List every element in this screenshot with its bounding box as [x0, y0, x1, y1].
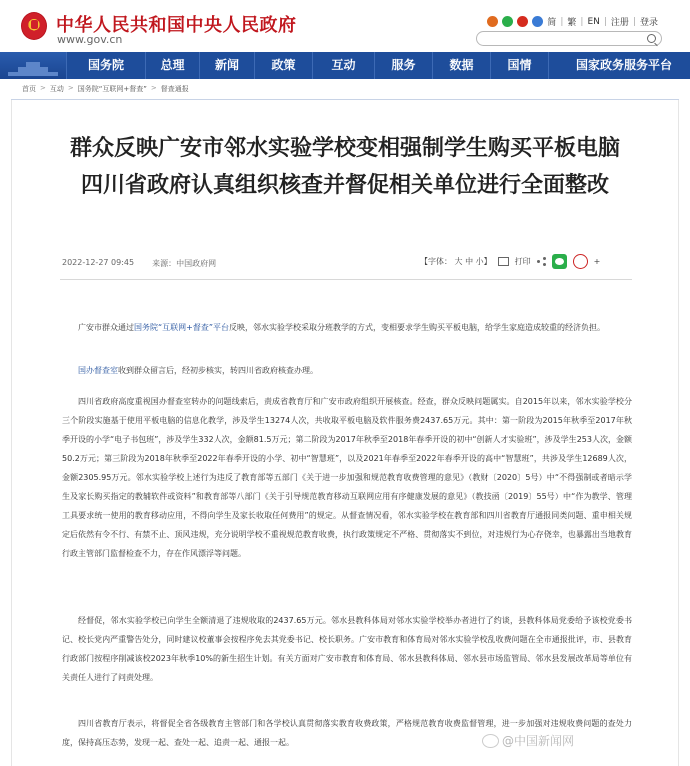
- chevron-right-icon: >: [40, 84, 46, 92]
- weibo-logo-icon: [482, 734, 499, 748]
- print-button[interactable]: 打印: [514, 257, 531, 266]
- search-input[interactable]: [476, 31, 662, 46]
- divider: [60, 279, 632, 280]
- divider: |: [560, 16, 564, 27]
- article-date: 2022-12-27 09:45: [62, 258, 135, 267]
- source-value: 中国政府网: [176, 259, 217, 268]
- article-source: [152, 258, 216, 269]
- watermark-text: @中国新闻网: [502, 734, 575, 748]
- article-meta: [62, 258, 216, 269]
- article-paragraph-3: 四川省政府高度重视国办督查室转办的问题线索后，责成省教育厅和广安市政府组织开展核查。经查，群众反映问题属实。自2015年以来，邻水实验学校分三个阶段实施基于使用平板电脑的信息化教学，涉及学生13274人次，共收取平板电脑及软件服务费2437.65万元。其中：第一阶段为2015年秋季至2017年秋季开设的小学“电子书包班”，涉及学生332人次，金额81.5万元；第二阶段为2017年秋季至2018年春季开设的初中“创新人才实验班”，涉及学生253人次，金额50.2万元；第三阶段为2018年秋季至2022年春季开设的小学、初中“智慧班”，以及2021年春季至2022年春季开设的高中“智慧班”，共涉及学生12689人次，金额2305.95万元。邻水实验学校上述行为违反了教育部等五部门《关于进一步加强和规范教育收费管理的意见》（教财〔2020〕5号）中“不得强制或者暗示学生及家长购买指定的教辅软件或资料”和教育部等八部门《关于引导规范教育移动互联网应用有序健康发展的意见》（教技函〔2019〕55号）中“作为教学、管理工具要求统一使用的教育移动应用，不得向学生及家长收取任何费用”的规定。从督查情况看，邻水实验学校在教育部和四川省教育厅通报同类问题、重申相关规定后依然有令不行、有禁不止、顶风违规，充分说明学校不重视规范教育收费，执行政策规定不严格、贯彻落实不到位，对违规行为心存侥幸，也暴露出当地教育行政主管部门监督检查不力，存在作风漂浮等问题。: [62, 397, 632, 558]
- rss-icon[interactable]: [487, 16, 498, 27]
- font-size-control: [420, 256, 492, 267]
- weibo-icon[interactable]: [517, 16, 528, 27]
- article-tools: [420, 254, 600, 269]
- font-size-close: 】: [483, 257, 492, 266]
- divider: |: [632, 16, 636, 27]
- supervision-office-link[interactable]: 国办督查室: [78, 366, 118, 375]
- nav-item-news[interactable]: 新闻: [199, 52, 254, 79]
- font-size-medium[interactable]: 中: [465, 257, 474, 266]
- article-paragraph-4: 经督促，邻水实验学校已向学生全额清退了违规收取的2437.65万元。邻水县教科体局对邻水实验学校举办者进行了约谈，县教科体局党委给予该校党委书记、校长党内严重警告处分，同时建议校董事会按程序免去其党委书记、校长职务。广安市教育和体育局对邻水实验学校乱收费问题在全市通报批评，市、县教育行政部门按程序削减该校2023年秋季10%的新生招生计划。有关方面对广安市教育和体育局、邻水县教科体局、邻水县市场监管局、邻水县发展改革局等单位有关责任人进行了问责处理。: [62, 616, 632, 682]
- printer-icon[interactable]: [498, 257, 509, 266]
- main-nav: [0, 52, 690, 79]
- platform-link[interactable]: 国务院“互联网+督查”平台: [134, 323, 229, 332]
- chevron-right-icon: >: [67, 84, 74, 92]
- link-register[interactable]: 注册: [610, 18, 629, 28]
- link-english[interactable]: EN: [587, 16, 600, 27]
- more-share-icon[interactable]: +: [593, 257, 601, 266]
- watermark: [482, 732, 574, 749]
- nav-item-national[interactable]: 国情: [490, 52, 548, 79]
- nav-item-policy[interactable]: 政策: [254, 52, 312, 79]
- nav-item-service[interactable]: 服务: [374, 52, 432, 79]
- article-title: 群众反映广安市邻水实验学校变相强制学生购买平板电脑 四川省政府认真组织核查并督促相关单位进行全面整改: [69, 136, 620, 198]
- wechat-icon[interactable]: [502, 16, 513, 27]
- share-icon[interactable]: [537, 257, 546, 266]
- font-size-label: 【字体：: [420, 257, 452, 266]
- top-links: [487, 15, 658, 28]
- link-login[interactable]: 登录: [639, 18, 658, 28]
- nav-item-data[interactable]: 数据: [432, 52, 490, 79]
- national-emblem-icon[interactable]: [21, 12, 47, 40]
- font-size-large[interactable]: 大: [454, 257, 463, 266]
- breadcrumb-interaction[interactable]: 互动: [49, 85, 64, 93]
- link-simplified[interactable]: 简: [547, 18, 557, 28]
- nav-item-state-council[interactable]: 国务院: [66, 52, 145, 79]
- nav-item-interaction[interactable]: 互动: [312, 52, 374, 79]
- article-paragraph-1: 广安市群众通过国务院“互联网+督查”平台反映，邻水实验学校采取分班教学的方式，变相要求学生购买平板电脑，给学生家庭造成较重的经济负担。: [78, 323, 605, 332]
- breadcrumb-supervision[interactable]: 国务院“互联网+督查”: [77, 85, 147, 93]
- weibo-share-icon[interactable]: [573, 254, 588, 269]
- article-paragraph-5: 四川省教育厅表示，将督促全省各级教育主管部门和各学校认真贯彻落实教育收费政策，严格规范教育收费监督管理，进一步加强对违规收费问题的查处力度，保持高压态势，发现一起、查处一起、追责一起、通报一起。: [62, 719, 632, 747]
- divider: |: [603, 16, 607, 27]
- tiananmen-banner-icon: [0, 52, 66, 79]
- site-header: [0, 0, 690, 52]
- nav-item-premier[interactable]: 总理: [145, 52, 199, 79]
- app-icon[interactable]: [532, 16, 543, 27]
- nav-item-gov-service-platform[interactable]: 国家政务服务平台: [548, 52, 690, 79]
- breadcrumb-report[interactable]: 督查通报: [160, 85, 189, 93]
- source-label: 来源：: [152, 259, 177, 268]
- search-icon[interactable]: [647, 34, 656, 43]
- site-title[interactable]: 中华人民共和国中央人民政府: [56, 15, 297, 36]
- font-size-small[interactable]: 小: [475, 257, 484, 266]
- link-traditional[interactable]: 繁: [567, 18, 577, 28]
- breadcrumb: [22, 84, 189, 94]
- chevron-right-icon: >: [150, 84, 157, 92]
- site-url[interactable]: www.gov.cn: [57, 33, 123, 46]
- divider: |: [580, 16, 584, 27]
- wechat-share-icon[interactable]: [552, 254, 567, 269]
- article-paragraph-2: 国办督查室收到群众留言后，经初步核实，转四川省政府核查办理。: [78, 366, 318, 375]
- breadcrumb-home[interactable]: 首页: [22, 85, 36, 93]
